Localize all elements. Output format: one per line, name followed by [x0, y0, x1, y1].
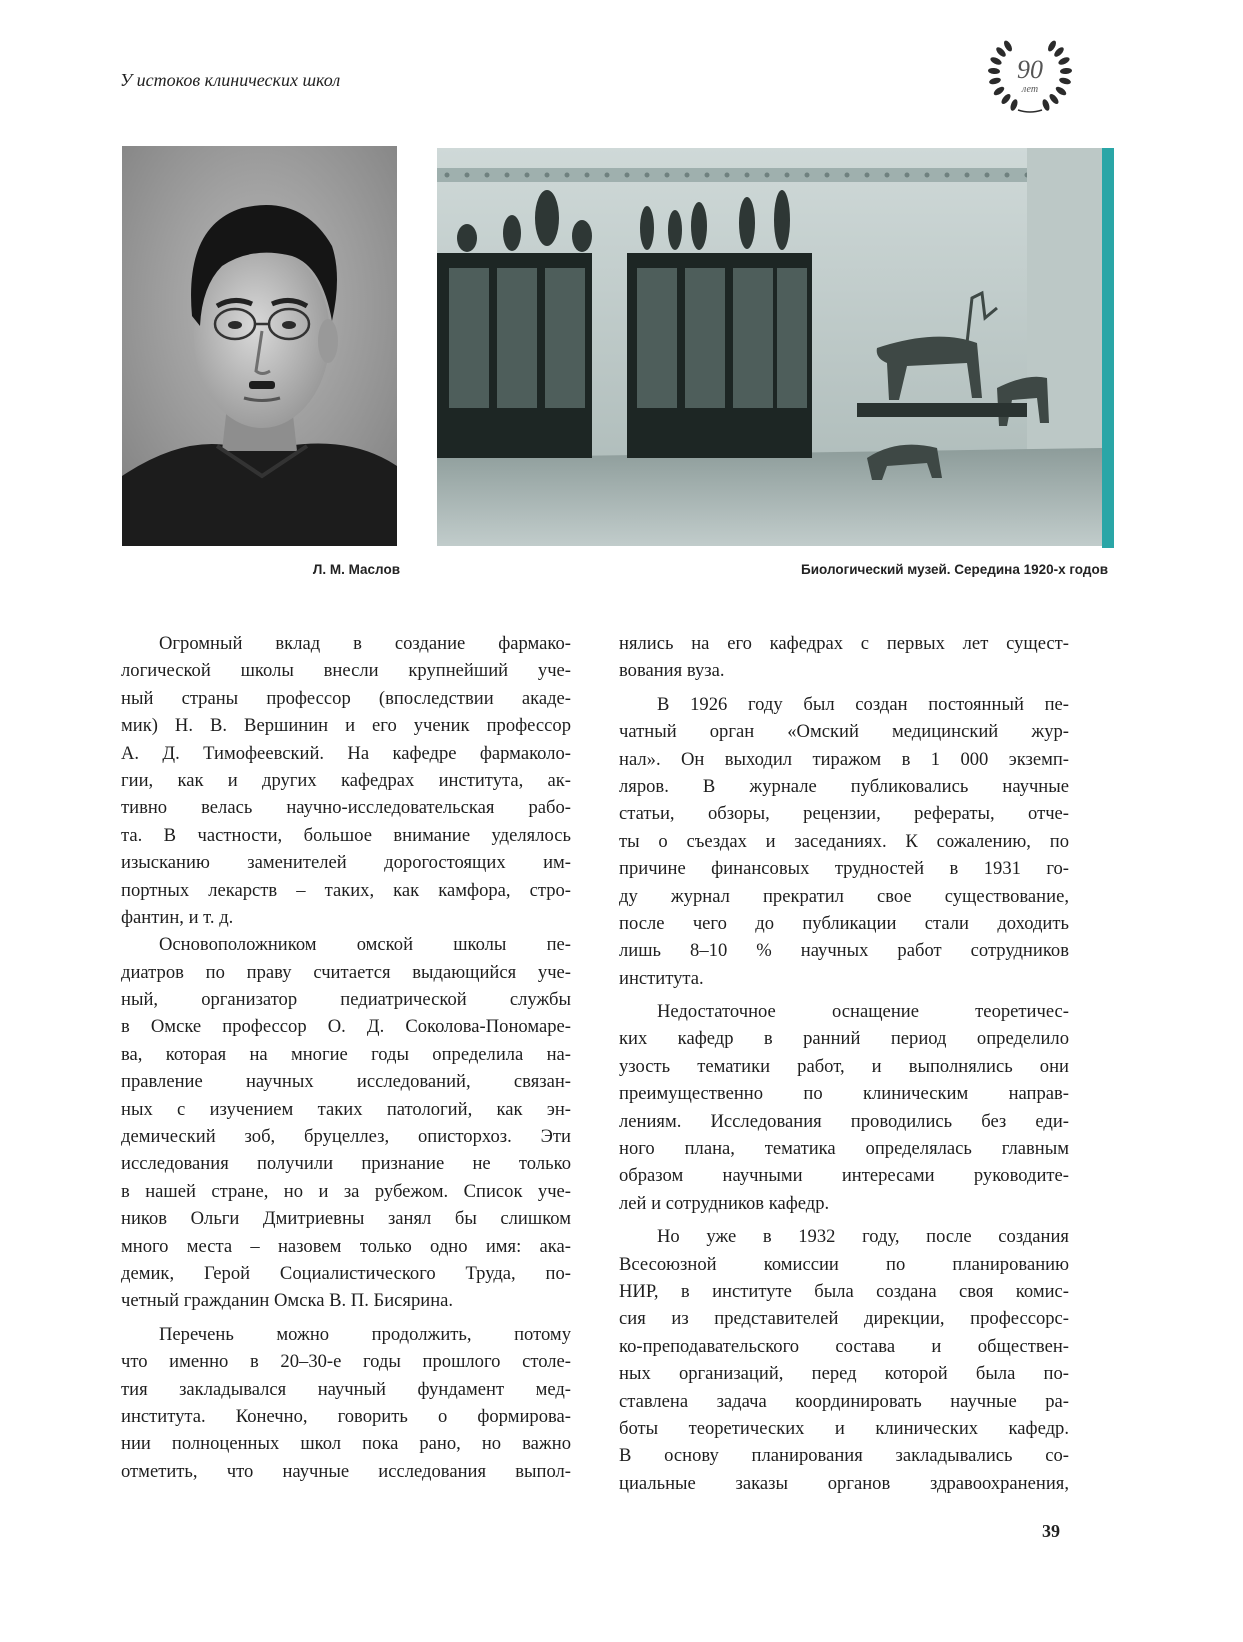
- laurel-wreath-icon: [984, 36, 1076, 116]
- text-line: ких кафедр в ранний период определило: [619, 1028, 1069, 1050]
- portrait-photo: [122, 146, 397, 546]
- text-line: демический зоб, бруцеллез, описторхоз. Эти: [121, 1126, 571, 1148]
- text-line: портных лекарств – таких, как камфора, стро-: [121, 879, 571, 901]
- text-line: чатный орган «Омский медицинский жур-: [619, 721, 1069, 743]
- text-line: ников Ольги Дмитриевны занял бы слишком: [121, 1208, 571, 1230]
- text-line: сия из представителей дирекции, профессорс-: [619, 1308, 1069, 1330]
- text-line: исследования получили признание не только: [121, 1153, 571, 1175]
- anniversary-emblem: [984, 36, 1076, 116]
- text-line: мик) Н. В. Вершинин и его ученик профессор: [121, 715, 571, 737]
- text-line: ставлена задача координировать научные ра-: [619, 1390, 1069, 1412]
- text-line: после чего до публикации стали доходить: [619, 912, 1069, 934]
- text-line: лишь 8–10 % научных работ сотрудников: [619, 940, 1069, 962]
- accent-strip: [1102, 148, 1114, 548]
- text-line: образом научными интересами руководите-: [619, 1165, 1069, 1187]
- text-line: ный, организатор педиатрической службы: [121, 989, 571, 1011]
- text-line: ва, которая на многие годы определила на-: [121, 1043, 571, 1065]
- paragraph: [121, 630, 571, 931]
- text-line: в нашей стране, но и за рубежом. Список уче-: [121, 1180, 571, 1202]
- paragraph: [619, 998, 1069, 1217]
- paragraph: [619, 1223, 1069, 1497]
- text-line: гии, как и других кафедрах института, ак-: [121, 769, 571, 791]
- text-line: преимущественно по клиническим направ-: [619, 1083, 1069, 1105]
- text-line: в Омске профессор О. Д. Соколова-Пономаре-: [121, 1016, 571, 1038]
- text-line: В 1926 году был создан постоянный пе-: [657, 693, 1069, 715]
- text-line: циальные заказы органов здравоохранения,: [619, 1472, 1069, 1494]
- text-line: тивно велась научно-исследовательская рабо-: [121, 797, 571, 819]
- text-line: Но уже в 1932 году, после создания: [657, 1226, 1069, 1248]
- text-line: та. В частности, большое внимание уделялось: [121, 824, 571, 846]
- text-line: НИР, в институте была создана своя комис-: [619, 1280, 1069, 1302]
- text-line: А. Д. Тимофеевский. На кафедре фармаколо-: [121, 742, 571, 764]
- museum-image: [437, 148, 1102, 546]
- emblem-word: лет: [1021, 84, 1039, 95]
- text-line: лениям. Исследования проводились без еди-: [619, 1110, 1069, 1132]
- text-line: В основу планирования закладывались со-: [619, 1445, 1069, 1467]
- text-line: ных организаций, перед которой была по-: [619, 1363, 1069, 1385]
- paragraph: [121, 931, 571, 1314]
- paragraph: [121, 1321, 571, 1485]
- text-line: ных с изучением таких патологий, как эн-: [121, 1098, 571, 1120]
- text-line: логической школы внесли крупнейший уче-: [121, 660, 571, 682]
- page-number: 39: [1042, 1521, 1060, 1541]
- text-line: ляров. В журнале публиковались научные: [619, 775, 1069, 797]
- text-line: четный гражданин Омска В. П. Бисярина.: [121, 1290, 454, 1312]
- article-right-column: [619, 630, 1069, 1497]
- text-line: нялись на его кафедрах с первых лет сущест-: [619, 633, 1069, 654]
- text-line: Недостаточное оснащение теоретичес-: [657, 1001, 1069, 1023]
- article-left-column: [121, 630, 571, 1485]
- text-line: института. Конечно, говорить о формирова-: [121, 1405, 571, 1427]
- text-line: ты о съездах и заседаниях. К сожалению, по: [619, 830, 1069, 852]
- paragraph: [619, 691, 1069, 992]
- text-line: Основоположником омской школы пе-: [159, 934, 571, 956]
- text-line: правление научных исследований, связан-: [121, 1071, 571, 1093]
- text-line: Всесоюзной комиссии по планированию: [619, 1253, 1069, 1275]
- text-line: демик, Герой Социалистического Труда, по-: [121, 1262, 571, 1284]
- text-line: изысканию заменителей дорогостоящих им-: [121, 852, 571, 874]
- text-line: Перечень можно продолжить, потому: [159, 1323, 571, 1345]
- text-line: Огромный вклад в создание фармако-: [159, 633, 571, 654]
- text-line: ный страны профессор (впоследствии акаде-: [121, 687, 571, 709]
- text-line: института.: [619, 967, 704, 989]
- text-line: узость тематики работ, и выполнялись они: [619, 1055, 1069, 1077]
- text-line: отметить, что научные исследования выпол-: [121, 1460, 571, 1482]
- text-line: фантин, и т. д.: [121, 906, 234, 928]
- museum-photo: [437, 148, 1102, 546]
- paragraph: [619, 630, 1069, 685]
- museum-caption: Биологический музей. Середина 1920-х годов: [801, 562, 1108, 577]
- text-line: боты теоретических и клинических кафедр.: [619, 1417, 1069, 1439]
- text-line: ду журнал прекратил свое существование,: [619, 885, 1069, 907]
- emblem-numeral: 90: [1017, 55, 1043, 84]
- text-line: тия закладывался научный фундамент мед-: [121, 1378, 571, 1400]
- text-line: статьи, обзоры, рецензии, рефераты, отче-: [619, 803, 1069, 825]
- portrait-image: [122, 146, 397, 546]
- text-line: ко-преподавательского состава и обществен-: [619, 1335, 1069, 1357]
- text-line: нал». Он выходил тиражом в 1 000 экземп-: [619, 748, 1069, 770]
- text-line: лей и сотрудников кафедр.: [619, 1192, 830, 1214]
- text-line: причине финансовых трудностей в 1931 го-: [619, 858, 1069, 880]
- text-line: что именно в 20–30-е годы прошлого столе-: [121, 1351, 571, 1373]
- text-line: нии полноценных школ пока рано, но важно: [121, 1433, 571, 1455]
- portrait-caption: Л. М. Маслов: [312, 562, 400, 577]
- running-title: У истоков клинических школ: [120, 70, 341, 90]
- text-line: много места – назовем только одно имя: ака-: [121, 1235, 571, 1257]
- text-line: ного плана, тематика определялась главным: [619, 1138, 1069, 1160]
- text-line: диатров по праву считается выдающийся уче-: [121, 961, 571, 983]
- text-line: вования вуза.: [619, 660, 725, 682]
